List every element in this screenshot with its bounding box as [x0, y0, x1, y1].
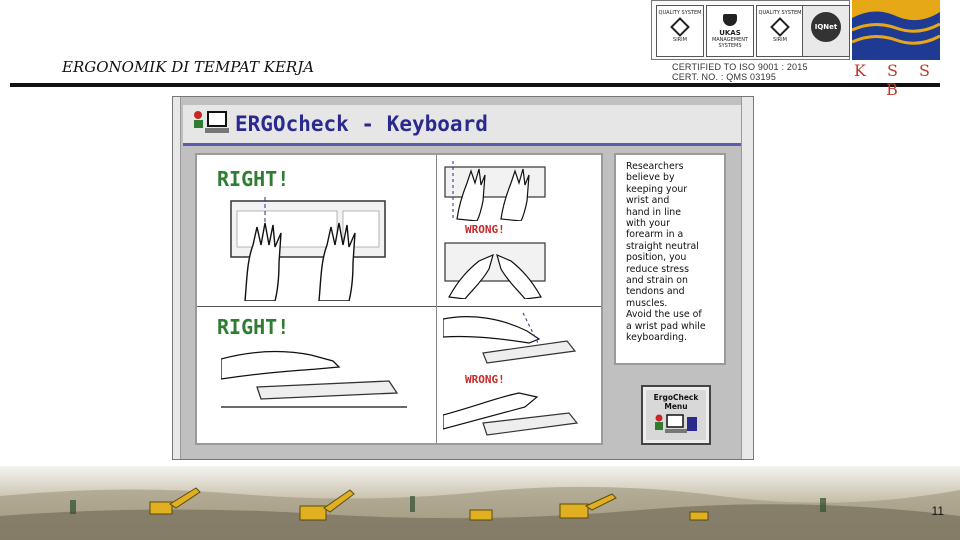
advice-text-panel: [614, 153, 726, 365]
correct-side-view-illustration: [221, 341, 407, 413]
right-label-bottom: RIGHT!: [217, 315, 290, 339]
computer-user-icon: [191, 109, 231, 135]
company-logo: [852, 0, 940, 99]
wave-logo-icon: [852, 0, 940, 60]
badge-text-top: QUALITY SYSTEM: [658, 10, 702, 16]
keyboard-posture-panel: [195, 153, 603, 445]
badge-text-top: UKAS: [719, 29, 741, 37]
wrong-label-bottom: WRONG!: [465, 373, 505, 386]
badge-text-bottom: SIRIM: [773, 37, 787, 43]
left-scroll-strip: [173, 97, 181, 460]
wrong-hands-keyboard-illustration-2: [441, 239, 551, 299]
construction-site-banner: [0, 466, 960, 540]
diamond-icon: [770, 17, 790, 37]
wrong-side-view-illustration-1: [443, 309, 583, 369]
ergocheck-menu-button[interactable]: [641, 385, 711, 445]
badge-text-bottom: MANAGEMENT SYSTEMS: [711, 37, 749, 49]
correct-hands-keyboard-illustration: [227, 197, 387, 301]
quality-system-badge-1: [656, 5, 704, 57]
header-rule: [183, 143, 741, 146]
app-title: ERGOcheck - Keyboard: [235, 112, 488, 136]
menu-button-line1: ErgoCheck: [653, 393, 699, 402]
slide-title: ERGONOMIK DI TEMPAT KERJA: [62, 58, 315, 76]
advice-text: Researchers believe by keeping your wrist and hand in line with your forearm in a straight neutral position, you reduce stress and strain on tendons and muscles. Avoid the use of a wrist pad while keyboarding.: [626, 161, 706, 344]
quality-system-badge-2: [756, 5, 804, 57]
badge-text-top: QUALITY SYSTEM: [758, 10, 802, 16]
certification-line-2: CERT. NO. : QMS 03195: [672, 72, 777, 82]
menu-button-line2: Menu: [664, 402, 688, 411]
wrong-side-view-illustration-2: [443, 385, 583, 441]
badge-text-bottom: SIRIM: [673, 37, 687, 43]
certification-badges: [651, 0, 850, 60]
crown-icon: [723, 14, 737, 26]
iqnet-seal-icon: IQNet: [811, 12, 841, 42]
panel-divider-horizontal: [197, 306, 601, 307]
wrong-hands-keyboard-illustration-1: [441, 161, 551, 221]
logo-text: K S S B: [853, 61, 939, 99]
ukas-badge: [706, 5, 754, 57]
right-label-top: RIGHT!: [217, 167, 290, 191]
title-rule: [10, 83, 940, 87]
panel-divider-vertical: [436, 155, 437, 443]
page-number: 11: [931, 504, 944, 518]
right-scroll-strip: [741, 97, 753, 460]
computer-user-icon: [653, 413, 699, 435]
ergocheck-screenshot: [172, 96, 754, 460]
wrong-label-top: WRONG!: [465, 223, 505, 236]
iqnet-badge: [802, 5, 850, 57]
diamond-icon: [670, 17, 690, 37]
certification-line-1: CERTIFIED TO ISO 9001 : 2015: [672, 62, 808, 72]
